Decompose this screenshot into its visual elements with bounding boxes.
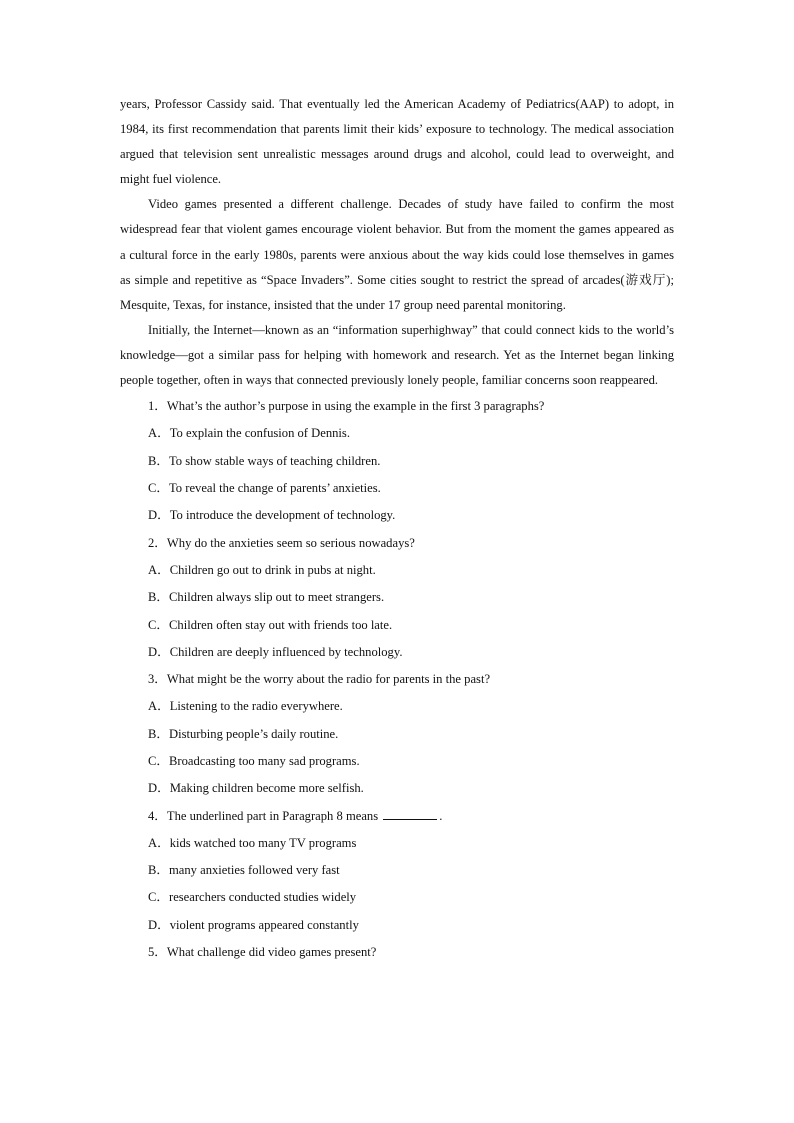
answer-option: C．Children often stay out with friends too late. bbox=[148, 617, 393, 632]
question-stem: 2．Why do the anxieties seem so serious nowadays? bbox=[148, 535, 415, 550]
answer-option: C．Broadcasting too many sad programs. bbox=[148, 753, 360, 768]
answer-option: C．To reveal the change of parents’ anxieties. bbox=[148, 481, 381, 496]
answer-option: B．Children always slip out to meet strangers. bbox=[148, 590, 385, 605]
answer-option: C．researchers conducted studies widely bbox=[148, 890, 357, 905]
answer-option: A．Children go out to drink in pubs at night. bbox=[148, 562, 376, 577]
answer-option: D．violent programs appeared constantly bbox=[148, 917, 359, 932]
answer-option: D．Making children become more selfish. bbox=[148, 781, 364, 796]
answer-option: B．To show stable ways of teaching children. bbox=[148, 453, 381, 468]
answer-blank bbox=[383, 809, 437, 820]
answer-option: B．many anxieties followed very fast bbox=[148, 863, 340, 878]
answer-option: A．kids watched too many TV programs bbox=[148, 835, 357, 850]
document-page bbox=[120, 92, 674, 966]
answer-option: D．Children are deeply influenced by technology. bbox=[148, 644, 403, 659]
passage-paragraph: Initially, the Internet—known as an “information superhighway” that could connect kids to the world’s knowledge—got a similar pass for helping with homework and research. Yet as the Internet began linking people together, often in ways that connected previously lonely people, familiar concerns soon reappeared. bbox=[120, 322, 674, 388]
answer-option: A．Listening to the radio everywhere. bbox=[148, 699, 343, 714]
question-stem-text: 4．The underlined part in Paragraph 8 means bbox=[148, 808, 379, 823]
answer-option: D．To introduce the development of technology. bbox=[148, 508, 396, 523]
answer-option: B．Disturbing people’s daily routine. bbox=[148, 726, 339, 741]
question-stem: 1．What’s the author’s purpose in using the example in the first 3 paragraphs? bbox=[148, 399, 545, 414]
question-stem-end: . bbox=[439, 808, 443, 823]
question-stem: 3．What might be the worry about the radio for parents in the past? bbox=[148, 672, 491, 687]
question-stem: 5．What challenge did video games present? bbox=[148, 945, 377, 960]
passage-paragraph: years, Professor Cassidy said. That eventually led the American Academy of Pediatrics(AAP) to adopt, in 1984, its first recommendation that parents limit their kids’ exposure to technology. The medical association argued that television sent unrealistic messages around drugs and alcohol, could lead to overweight, and might fuel violence. bbox=[120, 97, 674, 187]
passage-paragraph: Video games presented a different challenge. Decades of study have failed to confirm the most widespread fear that violent games encourage violent behavior. But from the moment the games appeared as a cultural force in the early 1980s, parents were anxious about the way kids could lose themselves in games as simple and repetitive as “Space Invaders”. Some cities sought to restrict the spread of arcades(游戏厅); Mesquite, Texas, for instance, insisted that the under 17 group need parental monitoring. bbox=[120, 197, 674, 312]
question-stem bbox=[120, 803, 674, 830]
answer-option: A．To explain the confusion of Dennis. bbox=[148, 426, 350, 441]
